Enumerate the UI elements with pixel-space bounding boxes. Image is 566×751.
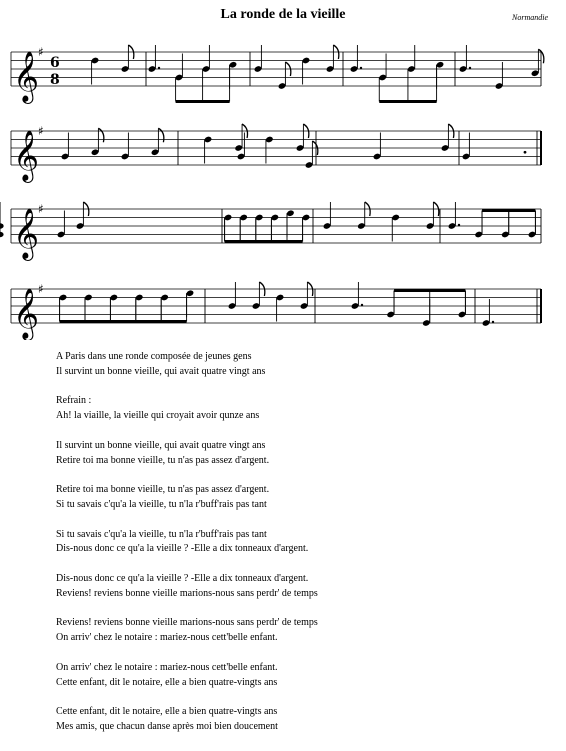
key-signature-sharp-icon: ♯ — [38, 202, 44, 216]
lyric-line — [56, 380, 318, 395]
note-dot — [158, 67, 160, 69]
lyric-line: Retire toi ma bonne vieille, tu n'as pas assez d'argent. — [56, 454, 270, 466]
augmentation-dot — [524, 151, 527, 154]
note-dot — [360, 67, 362, 69]
lyric-line — [56, 602, 318, 617]
note-flag — [158, 128, 163, 142]
song-title: La ronde de la vieille — [220, 7, 346, 22]
lyric-line: Il survint un bonne vieille, qui avait quatre vingt ans — [56, 439, 266, 451]
lyric-line: Retire toi ma bonne vieille, tu n'as pas assez d'argent. — [56, 484, 270, 496]
time-signature-bottom: 8 — [50, 72, 60, 88]
note-head — [0, 232, 4, 237]
lyric-line — [56, 513, 318, 528]
treble-clef-icon: 𝄞 — [13, 130, 40, 181]
lyric-line: Ah! la viaille, la vieille qui croyait avoir qunze ans — [56, 410, 260, 422]
lyric-line: Si tu savais c'qu'a la vieille, tu n'la r'buff'rais pas tant — [56, 528, 267, 540]
lyric-line — [56, 690, 318, 705]
treble-clef-icon: 𝄞 — [13, 51, 40, 102]
lyric-line: Il survint un bonne vieille, qui avait quatre vingt ans — [56, 365, 266, 377]
key-signature-sharp-icon: ♯ — [38, 124, 44, 138]
time-signature-top: 6 — [50, 55, 60, 71]
note-dot — [361, 304, 363, 306]
treble-clef-icon: 𝄞 — [13, 288, 40, 339]
key-signature-sharp-icon: ♯ — [38, 282, 44, 296]
lyric-line: Cette enfant, dit le notaire, elle a bien quatre-vingts ans — [56, 706, 278, 718]
note-dot — [469, 67, 471, 69]
lyric-line — [56, 424, 318, 439]
lyric-line: On arriv' chez le notaire : mariez-nous cett'belle enfant. — [56, 661, 278, 673]
lyric-line: Reviens! reviens bonne vieille marions-nous sans perdr' de temps — [56, 587, 318, 599]
lyric-line — [56, 468, 318, 483]
key-signature-sharp-icon: ♯ — [38, 45, 44, 59]
lyric-line: Reviens! reviens bonne vieille marions-nous sans perdr' de temps — [56, 617, 318, 629]
sheet-music — [0, 0, 566, 340]
lyric-line: Cette enfant, dit le notaire, elle a bien quatre-vingts ans — [56, 676, 278, 688]
note-head — [0, 223, 4, 228]
treble-clef-icon: 𝄞 — [13, 208, 40, 259]
note-dot — [492, 321, 494, 323]
lyrics-block — [56, 350, 318, 735]
lyric-line: Mes amis, que chacun danse après moi bien doucement — [56, 720, 278, 732]
lyric-line: Dis-nous donc ce qu'a la vieille ? -Elle a dix tonneaux d'argent. — [56, 543, 309, 555]
lyric-line: A Paris dans une ronde composée de jeunes gens — [56, 351, 252, 362]
lyric-line: On arriv' chez le notaire : mariez-nous cett'belle enfant. — [56, 632, 278, 644]
region-label: Normandie — [512, 13, 548, 22]
note-flag — [98, 128, 103, 142]
lyric-line — [56, 646, 318, 661]
lyric-line: Dis-nous donc ce qu'a la vieille ? -Elle a dix tonneaux d'argent. — [56, 572, 309, 584]
lyric-line: Si tu savais c'qu'a la vieille, tu n'la r'buff'rais pas tant — [56, 498, 267, 510]
lyric-line — [56, 557, 318, 572]
lyric-line: Refrain : — [56, 395, 92, 407]
note-dot — [458, 224, 460, 226]
